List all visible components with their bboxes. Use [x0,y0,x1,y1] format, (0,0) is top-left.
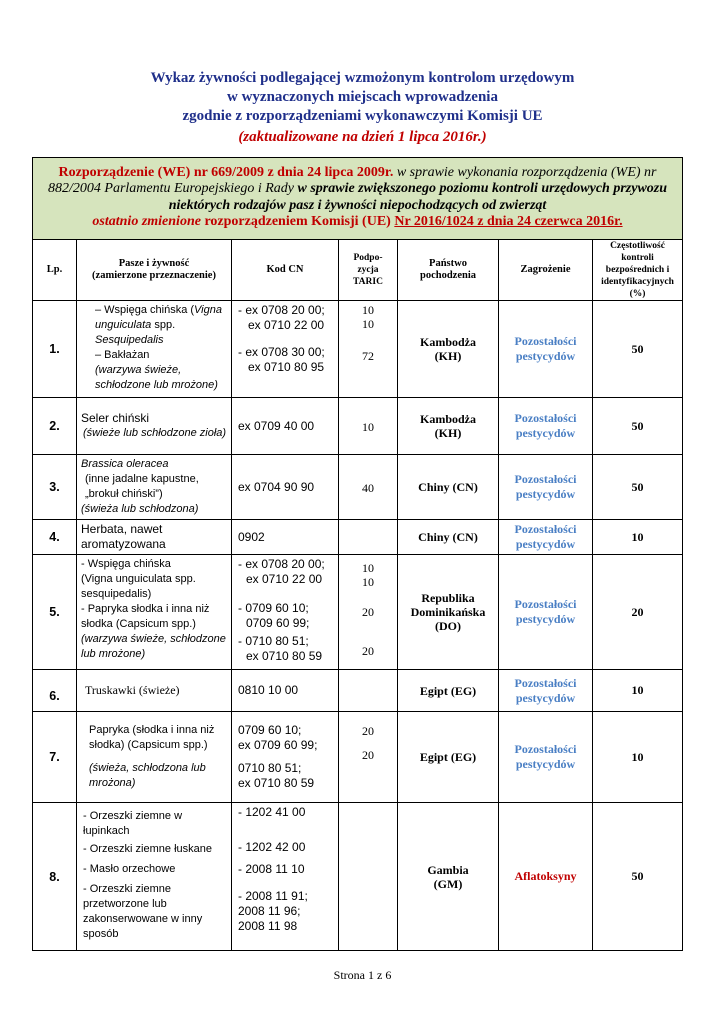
row-country [398,803,499,951]
product-purpose: (świeże lub schłodzone zioła) [83,427,227,439]
hazard-text: Pozostałości [514,597,577,611]
hazard-text: Pozostałości [514,411,577,425]
hazard-text: pestycydów [515,349,576,363]
row-frequency: 50 [593,803,683,951]
row-product [77,712,232,803]
hazard-text: Pozostałości [514,334,577,348]
row-frequency: 10 [593,520,683,555]
row-frequency: 50 [593,455,683,520]
row-country: Chiny (CN) [398,455,499,520]
taric-code: 10 [362,575,374,589]
row-taric: 40 [339,455,398,520]
table-row [33,712,683,803]
row-lp: 4. [33,520,77,555]
header-cn: Kod CN [232,240,339,301]
row-product [77,301,232,398]
regulation-text-3: rozporządzeniem Komisji (UE) [200,214,395,229]
hazard-text: pestycydów [515,690,576,705]
row-hazard [499,555,593,670]
row-frequency: 50 [593,398,683,455]
row-country [398,555,499,670]
regulation-header [33,158,683,240]
country-name: Kambodża [419,412,476,426]
product-text: Seler chiński [81,411,150,425]
country-name: Dominikańska [410,605,486,619]
cn-code: - ex 0708 20 00; [238,557,325,571]
row-lp: 6. [33,670,77,712]
row-taric [339,712,398,803]
row-cn: ex 0709 40 00 [232,398,339,455]
row-cn [232,555,339,670]
product-latin: Sesquipedalis [95,334,164,346]
header-country [398,240,499,301]
row-taric [339,301,398,398]
row-lp: 8. [33,803,77,951]
table-row [33,803,683,951]
product-text: Papryka (słodka i inna niż słodka) (Capsicum spp.) [89,724,215,751]
table-row [33,455,683,520]
cn-code: - 2008 11 10 [238,862,305,876]
cn-code: 0709 60 10; [238,723,302,737]
product-purpose: (świeża, schłodzona lub mrożona) [89,762,206,789]
row-country: Egipt (EG) [398,712,499,803]
table-row [33,301,683,398]
product-text: spp. [151,319,176,331]
taric-code: 20 [362,724,374,738]
row-cn [232,712,339,803]
cn-code: - 2008 11 91; [238,889,308,903]
table-row [33,398,683,455]
taric-code: 20 [362,748,374,762]
row-frequency: 10 [593,670,683,712]
product-text: – Wspięga chińska ( [95,304,195,316]
product-text: - Orzeszki ziemne łuskane [83,843,212,855]
cn-code: 2008 11 98 [238,919,298,933]
hazard-text: Pozostałości [514,675,577,690]
header-country-2: pochodzenia [419,270,476,281]
document-title [0,69,725,126]
row-product [77,455,232,520]
row-hazard [499,712,593,803]
regulation-text-2: w sprawie zwiększonego poziomu kontroli urzędowych przywozu niektórych rodzajów pasz i żywności niepochodzących od zwierząt [168,181,668,213]
row-lp: 2. [33,398,77,455]
product-purpose: (świeża lub schłodzona) [81,503,199,515]
hazard-text: pestycydów [515,757,576,771]
row-taric [339,803,398,951]
product-text: - Wspięga chińska [81,558,171,570]
row-product [77,803,232,951]
product-text: – Bakłażan [95,349,150,361]
cn-code: ex 0710 80 59 [238,776,315,790]
hazard-text: pestycydów [515,537,576,551]
country-code: (KH) [434,349,462,363]
header-taric-3: TARIC [353,277,383,287]
table-row [33,555,683,670]
row-hazard [499,398,593,455]
regulation-amendment-link[interactable]: Nr 2016/1024 z dnia 24 czerwca 2016r. [394,214,623,229]
row-cn [232,301,339,398]
header-freq-3: bezpośrednich i [605,265,670,275]
header-taric-2: zycja [357,265,379,275]
cn-code: - 1202 41 00 [238,805,306,819]
country-code: (DO) [435,619,461,633]
row-product [77,398,232,455]
regulation-number: Rozporządzenie (WE) nr 669/2009 z dnia 24 lipca 2009r. [58,164,394,180]
table-row [33,670,683,712]
taric-code: 10 [362,317,374,331]
header-hazard: Zagrożenie [499,240,593,301]
taric-code: 72 [362,349,374,363]
row-frequency: 20 [593,555,683,670]
row-country [398,301,499,398]
taric-code: 20 [362,644,374,658]
hazard-text: Pozostałości [514,472,577,486]
country-code: (GM) [433,876,463,891]
row-country [398,398,499,455]
table-row [33,520,683,555]
header-country-1: Państwo [429,258,467,269]
product-text: - Papryka słodka i inna niż słodka (Capsicum spp.) [81,603,210,630]
row-cn: 0902 [232,520,339,555]
row-cn: ex 0704 90 90 [232,455,339,520]
header-taric-1: Podpo- [353,253,383,263]
cn-code: - 0710 80 51; [238,634,309,648]
hazard-text: pestycydów [515,426,576,440]
cn-code: - ex 0708 20 00; [238,303,325,317]
regulation-amended: ostatnio zmienione [92,214,201,229]
row-lp: 1. [33,301,77,398]
row-product: Herbata, nawet aromatyzowana [77,520,232,555]
row-taric [339,670,398,712]
product-text: - Orzeszki ziemne w łupinkach [83,810,183,837]
country-name: Kambodża [419,335,476,349]
update-date: (zaktualizowane na dzień 1 lipca 2016r.) [238,129,487,145]
title-line-2: w wyznaczonych miejscach wprowadzenia [227,89,498,105]
regulation-text-1: w sprawie wykonania rozporządzenia (WE) nr 882/2004 Parlamentu Europejskiego i Rady [48,164,657,196]
product-purpose: (warzywa świeże, schłodzone lub mrożone) [81,633,226,660]
row-lp: 3. [33,455,77,520]
cn-code: ex 0710 80 95 [248,360,325,374]
product-purpose: (warzywa świeże, schłodzone lub mrożone) [95,364,218,391]
cn-code: 0709 60 99; [246,616,310,630]
title-line-1: Wykaz żywności podlegającej wzmożonym kontrolom urzędowym [150,70,575,86]
row-hazard [499,670,593,712]
food-control-table [32,157,683,951]
row-product [77,555,232,670]
product-text: (Vigna unguiculata spp. sesquipedalis) [81,573,196,600]
row-hazard [499,455,593,520]
row-cn [232,803,339,951]
cn-code: - ex 0708 30 00; [238,345,325,359]
product-text: (inne jadalne kapustne, „brokuł chiński”) [85,473,199,500]
cn-code: - 1202 42 00 [238,840,306,854]
cn-code: ex 0709 60 99; [238,738,318,752]
header-feed-food-sub: (zamierzone przeznaczenie) [92,270,216,281]
header-lp: Lp. [33,240,77,301]
cn-code: ex 0710 22 00 [246,572,323,586]
row-hazard [499,301,593,398]
row-taric [339,520,398,555]
header-feed-food [77,240,232,301]
header-freq-2: kontroli [621,253,654,263]
title-line-3: zgodnie z rozporządzeniami wykonawczymi Komisji UE [182,108,543,124]
row-frequency: 10 [593,712,683,803]
row-lp: 5. [33,555,77,670]
taric-code: 10 [362,303,374,317]
header-frequency [593,240,683,301]
cn-code: - 0709 60 10; [238,601,309,615]
hazard-text: pestycydów [515,487,576,501]
table-header-row [33,240,683,301]
row-hazard [499,520,593,555]
header-freq-5: (%) [629,289,646,299]
header-freq-4: identyfikacyjnych [601,277,674,287]
header-freq-1: Częstotliwość [610,241,665,251]
header-feed-food-label: Pasze i żywność [118,258,190,269]
product-text: - Masło orzechowe [83,863,176,875]
page-number: Strona 1 z 6 [333,968,392,982]
cn-code: ex 0710 22 00 [248,318,325,332]
row-taric [339,555,398,670]
header-taric [339,240,398,301]
country-name: Republika [421,591,475,605]
row-frequency: 50 [593,301,683,398]
row-cn: 0810 10 00 [232,670,339,712]
cn-code: ex 0710 80 59 [246,649,323,663]
hazard-text: Pozostałości [514,522,577,536]
hazard-text: pestycydów [515,612,576,626]
row-country: Chiny (CN) [398,520,499,555]
country-name: Gambia [427,862,469,877]
product-latin: Vigna unguiculata [95,304,222,331]
row-taric: 10 [339,398,398,455]
hazard-text: Pozostałości [514,742,577,756]
country-code: (KH) [434,426,462,440]
taric-code: 20 [362,605,374,619]
taric-code: 10 [362,561,374,575]
row-lp: 7. [33,712,77,803]
product-text: - Orzeszki ziemne przetworzone lub zakonserwowane w inny sposób [83,883,203,940]
product-latin: Brassica oleracea [81,458,169,470]
cn-code: 0710 80 51; [238,761,302,775]
row-country: Egipt (EG) [398,670,499,712]
row-hazard: Aflatoksyny [499,803,593,951]
cn-code: 2008 11 96; [238,904,301,918]
row-product: Truskawki (świeże) [77,670,232,712]
